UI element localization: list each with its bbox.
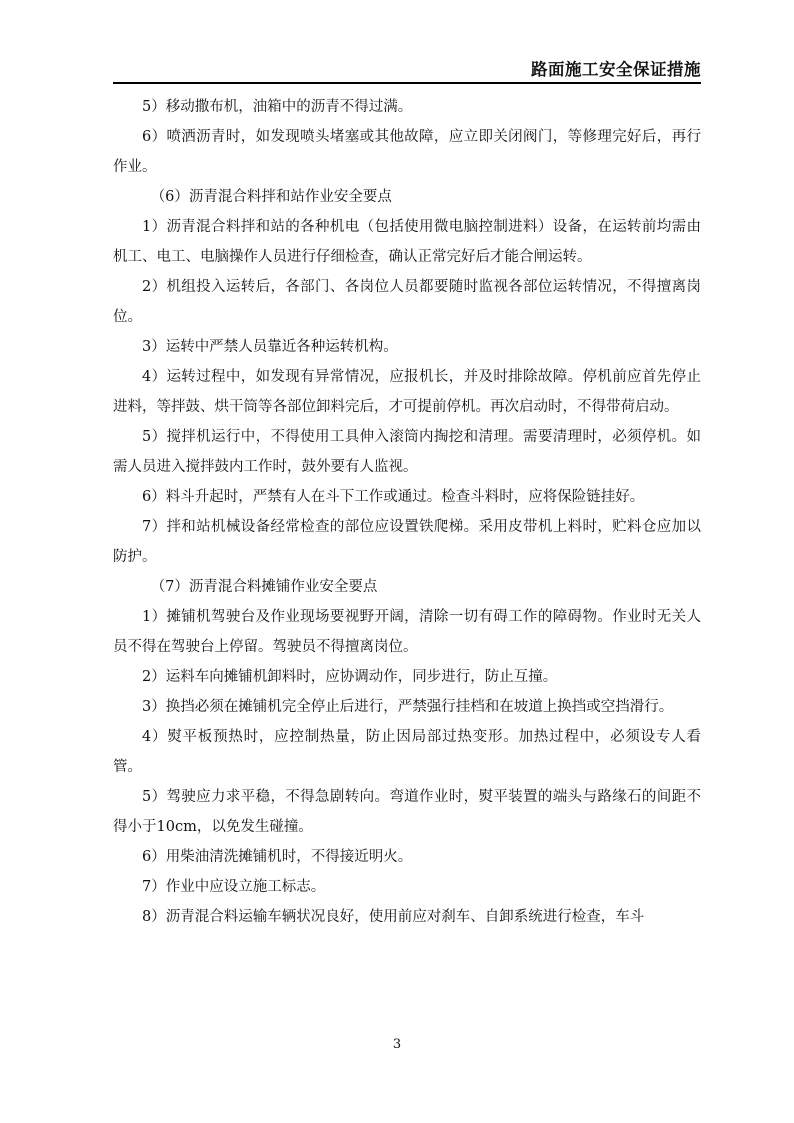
paragraph: 2）机组投入运转后，各部门、各岗位人员都要随时监视各部位运转情况，不得擅离岗位。 [113,279,701,325]
paragraph: 7）作业中应设立施工标志。 [142,879,326,895]
paragraph: 4）运转过程中，如发现有异常情况，应报机长，并及时排除故障。停机前应首先停止进料，等拌鼓、烘干筒等各部位卸料完后，才可提前停机。再次启动时，不得带荷启动。 [113,369,701,415]
paragraph: 8）沥青混合料运输车辆状况良好，使用前应对刹车、自卸系统进行检查，车斗 [142,909,645,925]
paragraph: 7）拌和站机械设备经常检查的部位应设置铁爬梯。采用皮带机上料时，贮料仓应加以防护。 [113,519,701,565]
paragraph: 6）用柴油清洗摊铺机时，不得接近明火。 [142,849,413,865]
paragraph: 6）喷洒沥青时，如发现喷头堵塞或其他故障，应立即关闭阀门，等修理完好后，再行作业。 [113,129,701,175]
paragraph: 1）摊铺机驾驶台及作业现场要视野开阔，清除一切有碍工作的障碍物。作业时无关人员不得在驾驶台上停留。驾驶员不得擅离岗位。 [113,609,701,655]
page-header [113,50,701,84]
document-body [113,92,701,932]
paragraph: 6）料斗升起时，严禁有人在斗下工作或通过。检查斗料时，应将保险链挂好。 [142,489,645,505]
paragraph: 2）运料车向摊铺机卸料时，应协调动作，同步进行，防止互撞。 [142,669,558,685]
section-heading: （6）沥青混合料拌和站作业安全要点 [150,189,392,205]
paragraph: 1）沥青混合料拌和站的各种机电（包括使用微电脑控制进料）设备，在运转前均需由机工、电工、电脑操作人员进行仔细检查，确认正常完好后才能合闸运转。 [113,219,701,265]
paragraph: 5）搅拌机运行中，不得使用工具伸入滚筒内掏挖和清理。需要清理时，必须停机。如需人员进入搅拌鼓内工作时，鼓外要有人监视。 [113,429,701,475]
paragraph: 3）换挡必须在摊铺机完全停止后进行，严禁强行挂档和在坡道上换挡或空挡滑行。 [142,699,674,715]
section-heading: （7）沥青混合料摊铺作业安全要点 [150,579,378,595]
page-number: 3 [392,1037,402,1052]
paragraph: 3）运转中严禁人员靠近各种运转机构。 [142,339,398,355]
paragraph: 5）驾驶应力求平稳，不得急剧转向。弯道作业时，熨平装置的端头与路缘石的间距不得小于10cm，以免发生碰撞。 [113,789,701,835]
header-title: 路面施工安全保证措施 [531,60,701,79]
paragraph: 4）熨平板预热时，应控制热量，防止因局部过热变形。加热过程中，必须设专人看管。 [113,729,701,775]
paragraph: 5）移动撒布机，油箱中的沥青不得过满。 [142,99,413,115]
